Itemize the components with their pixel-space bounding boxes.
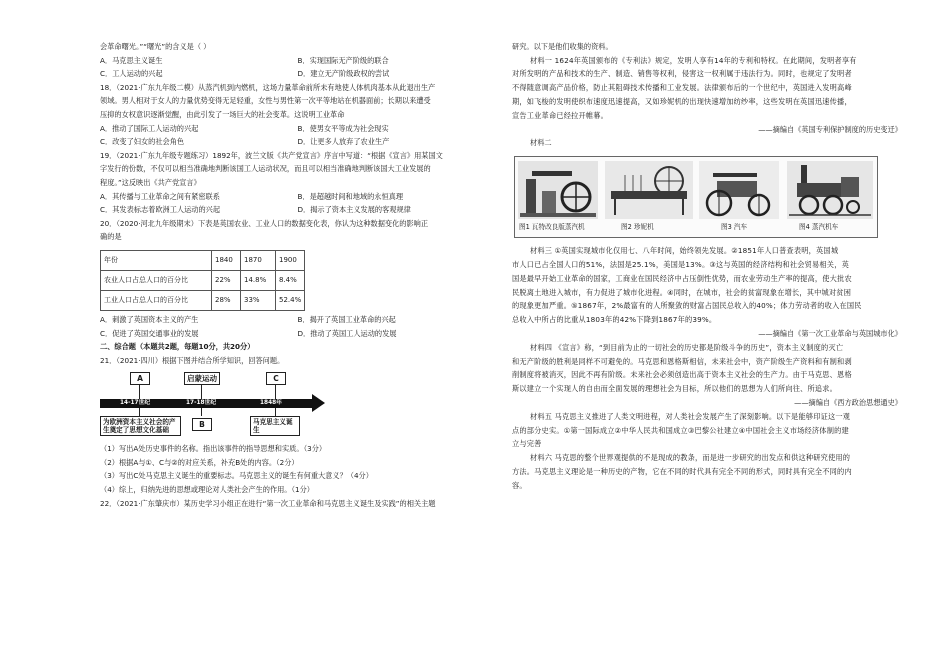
q20-options	[100, 313, 495, 340]
table-cell: 8.4%	[276, 270, 305, 290]
material-1-line: 宣告工业革命已经拉开帷幕。	[512, 110, 609, 120]
q20-option-b: B．揭开了英国工业革命的兴起	[297, 314, 396, 324]
automobile-image	[699, 161, 779, 219]
material-1-line: 不得随意调高产品价格，防止其阻碍技术传播和工业发展。法律颁布后的一个世纪中，英国进入发明高峰	[512, 83, 852, 93]
table-row	[101, 290, 305, 310]
timeline-connector	[275, 385, 276, 399]
q21-question-2: （2）根据A与①、C与②的对应关系，补充B处的内容。（2分）	[100, 457, 299, 467]
timeline-period-1: 14-17世纪	[120, 400, 151, 407]
material-3-line: 总收入中所占的比重从1803年的42%下降到1867年的39%。	[512, 315, 717, 325]
q20-option-d: D．推动了英国工人运动的发展	[297, 328, 397, 338]
table-cell: 33%	[241, 290, 276, 310]
q22-line-1: 22．（2021·广东肇庆市）某历史学习小组正在进行“第一次工业革命和马克思主义诞生及实践”的相关主题	[100, 498, 436, 508]
timeline-period-2: 17-18世纪	[186, 400, 217, 407]
material-5-line: 点的部分史实。①第一国际成立②中华人民共和国成立③巴黎公社建立④中国社会主义市场经济体制的建	[512, 425, 849, 435]
material-3-line: 市人口已占全国人口的51%，法国是25.1%，美国是13%。③这与英国的经济结构和社会贸易相关，英	[512, 259, 849, 269]
photo-caption: 图4 蒸汽机车	[799, 223, 839, 232]
material-1-source: ——摘编自《英国专利保护制度的历史变迁》	[758, 124, 902, 134]
q18-line-1: 18．（2021·广东九年级二模）从蒸汽机到内燃机，这场力量革命前所未有地使人体机肉基本从此退出生产	[100, 82, 436, 92]
timeline-connector	[139, 408, 140, 416]
table-cell: 52.4%	[276, 290, 305, 310]
timeline-box-enlightenment: 启蒙运动	[184, 372, 220, 385]
timeline-note-1: 为欧洲资本主义社会的产生奠定了思想文化基础	[100, 416, 181, 436]
material-3-line: 的现象更加严重。⑤1867年，2%最富有的人所聚敛的财富占国民总收入的40%；体力劳动者的收入在国民	[512, 301, 862, 311]
q17-options	[100, 54, 495, 81]
q17-option-a: A．马克思主义诞生	[100, 55, 163, 65]
q21-question-1: （1）写出A处历史事件的名称。指出该事件的指导思想和实质。（3分）	[100, 444, 327, 454]
steam-engine-image	[518, 161, 598, 219]
q18-line-3: 压抑的女权意识逐渐觉醒，由此引发了一场巨大的社会变革。这说明工业革命	[100, 109, 345, 119]
q17-stem: 会革命曙光。”“曙光”的含义是（ ）	[100, 42, 211, 51]
q22-continuation: 研究。以下是他们收集的资料。	[512, 42, 613, 51]
timeline-connector	[201, 385, 202, 399]
material-3-line: 国是最早开始工业革命的国家，工商业在国民经济中占压倒性优势，而农业劳动生产率的提高，使大批农	[512, 273, 852, 283]
material-4-line: 材料四 《宣言》称，“到目前为止的一切社会的历史都是阶级斗争的历史”，资本主义制度的灭亡	[530, 342, 844, 352]
timeline-diagram	[100, 369, 495, 439]
material-3-line: 材料三 ①英国实现城市化仅用七、八年时间，始终领先发展。②1851年人口普查表明，英国城	[530, 246, 839, 256]
material-2-photos	[514, 156, 878, 238]
q19-option-d: D．揭示了资本主义发展的客观规律	[297, 205, 411, 215]
timeline-connector	[201, 408, 202, 416]
photo-caption: 图2 珍妮机	[621, 223, 654, 232]
q18-option-c: C．改变了妇女的社会角色	[100, 137, 185, 147]
timeline-arrowhead-icon	[312, 394, 325, 412]
table-header-cell: 1900	[276, 250, 305, 270]
photo-caption: 图1 瓦特改良版蒸汽机	[519, 223, 585, 232]
table-cell: 农业人口占总人口的百分比	[101, 270, 212, 290]
timeline-connector	[139, 385, 140, 399]
material-4-line: 斯以建立一个实现人的自由而全面发展的理想社会为目标，所以他们的思想为人们所向往、所追求。	[512, 384, 838, 394]
material-1-line: 期，如飞梭的发明使织布速度迅速提高，又如珍妮机的出现快速增加纺纱率，这些发明在英国迅速传播，	[512, 96, 852, 106]
material-5-line: 材料五 马克思主义推进了人类文明进程，对人类社会发展产生了深刻影响。以下是能够印证这一观	[530, 411, 851, 421]
material-2-title: 材料二	[530, 138, 552, 148]
table-cell: 28%	[212, 290, 241, 310]
q21-question-3: （3）写出C处马克思主义诞生的重要标志。马克思主义的诞生有何重大意义？（4分）	[100, 471, 373, 481]
q20-option-a: A．刺激了英国资本主义的产生	[100, 314, 199, 324]
table-cell: 工业人口占总人口的百分比	[101, 290, 212, 310]
steam-locomotive-image	[787, 161, 873, 219]
q18-option-d: D．让更多人放弃了农业生产	[297, 137, 390, 147]
right-column	[512, 40, 902, 493]
table-header-cell: 1870	[241, 250, 276, 270]
material-1-line: 对所发明的产品和技术的生产、制造、销售等权利，侵害这一权利属于违法行为。同时，也规定了发明者	[512, 69, 852, 79]
section-heading: 二、综合题（本题共2题，每题10分，共20分）	[100, 342, 255, 352]
timeline-connector	[275, 408, 276, 416]
q19-line-1: 19．（2021·广东九年级专题练习）1892年，波兰文版《共产党宣言》序言中写道：“根据《宣言》用某国文	[100, 150, 443, 160]
timeline-box-a: A	[130, 372, 150, 385]
table-cell: 14.8%	[241, 270, 276, 290]
material-3-source: ——摘编自《第一次工业革命与英国城市化》	[758, 328, 902, 338]
q20-line-1: 20．（2020·河北九年级期末）下表是英国农业、工业人口的数据变化表，你认为这种数据变化的影响正	[100, 218, 429, 228]
table-header-cell: 1840	[212, 250, 241, 270]
q19-line-3: 程度。”这反映出《共产党宣言》	[100, 177, 201, 187]
q20-option-c: C．促进了英国交通事业的发展	[100, 328, 199, 338]
timeline-period-3: 1848年	[260, 400, 282, 407]
material-4-line: 削制度将被消灭，因此不再有阶级。未来社会必须创造出高于资本主义社会的生产力。由于马克思、恩格	[512, 370, 852, 380]
timeline-note-2: 马克思主义诞生	[250, 416, 300, 436]
material-1-line: 材料一 1624年英国颁布的《专利法》规定，发明人享有14年的专利和特权。在此期间，发明者享有	[530, 55, 857, 65]
material-6-line: 方法。马克思主义理论是一种历史的产物，它在不同的时代具有完全不同的形式，同时具有完全不同的内	[512, 466, 852, 476]
q21-intro: 21．（2021·四川）根据下图并结合所学知识，回答问题。	[100, 355, 285, 365]
left-column	[100, 40, 495, 510]
timeline-box-c: C	[266, 372, 286, 385]
q18-options	[100, 122, 495, 149]
table-header-cell: 年份	[101, 250, 212, 270]
q18-option-b: B．使男女平等成为社会现实	[297, 123, 389, 133]
material-6-line: 材料六 马克思的整个世界观提供的不是现成的教条，而是进一步研究的出发点和供这种研究使用的	[530, 453, 851, 463]
material-3-line: 民脱离土地进入城市，有力促进了城市化进程。④同时，在城市，社会的贫富现象在增长，其中城对贫困	[512, 287, 852, 297]
material-4-line: 和无产阶级的胜利是同样不可避免的。马克思和恩格斯相信，未来社会中，资产阶级生产资料和有制和剥	[512, 356, 852, 366]
q20-line-2: 确的是	[100, 232, 122, 242]
q19-option-b: B．是超越时间和地域的永恒真理	[297, 191, 404, 201]
material-6-line: 容。	[512, 480, 527, 490]
table-cell: 22%	[212, 270, 241, 290]
q19-option-a: A．其传播与工业革命之间有紧密联系	[100, 191, 220, 201]
photo-caption: 图3 汽车	[721, 223, 748, 232]
table-row	[101, 270, 305, 290]
q17-option-b: B．实现国际无产阶级的联合	[297, 55, 389, 65]
q17-option-c: C．工人运动的兴起	[100, 69, 163, 79]
population-table	[100, 250, 305, 311]
q19-option-c: C．其发表标志着欧洲工人运动的兴起	[100, 205, 221, 215]
material-4-source: ——摘编自《西方政治思想通史》	[794, 397, 902, 407]
timeline-box-b: B	[192, 418, 212, 431]
q19-options	[100, 190, 495, 217]
q19-line-2: 字发行的份数，不仅可以相当准确地判断该国工人运动状况，而且可以相当准确地判断该国大工业发展的	[100, 164, 431, 174]
spinning-jenny-image	[605, 161, 693, 219]
q21-question-4: （4）综上，归纳先进的思想或理论对人类社会产生的作用。（1分）	[100, 485, 314, 495]
q18-option-a: A．推动了国际工人运动的兴起	[100, 123, 199, 133]
q18-line-2: 领域。男人相对于女人的力量优势变得无足轻重，女性与男性第一次平等地站在机器面前；长期以来遭受	[100, 96, 431, 106]
material-5-line: 立与完善	[512, 439, 542, 449]
table-header-row	[101, 250, 305, 270]
q17-option-d: D．建立无产阶级政权的尝试	[297, 69, 390, 79]
